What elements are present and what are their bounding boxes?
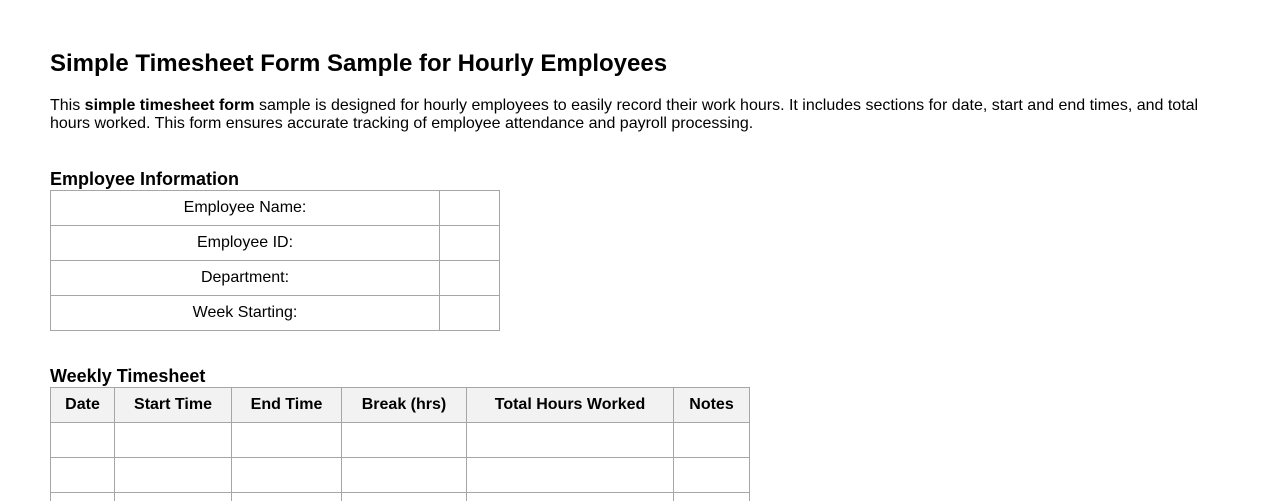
timesheet-header-row [51, 388, 750, 423]
employee-name-row [51, 191, 500, 226]
notes-cell[interactable] [674, 423, 750, 458]
intro-text-end: sample is designed for hourly employees to easily record their work hours. It includes sections for date, start and end times, and total hours worked. This form ensures accurate tracking of employee attendance and payroll processing. [50, 97, 1199, 132]
page-title: Simple Timesheet Form Sample for Hourly Employees [50, 50, 668, 77]
department-label: Department: [51, 261, 440, 296]
notes-cell[interactable] [674, 458, 750, 493]
total-hours-cell[interactable] [467, 493, 674, 501]
employee-info-table [50, 190, 500, 331]
weekly-timesheet-heading: Weekly Timesheet [50, 366, 206, 386]
employee-name-label: Employee Name: [51, 191, 440, 226]
table-row [51, 423, 750, 458]
column-header-notes: Notes [674, 388, 750, 423]
employee-id-field[interactable] [440, 226, 500, 261]
date-cell[interactable] [51, 423, 115, 458]
week-starting-label: Week Starting: [51, 296, 440, 331]
end-time-cell[interactable] [232, 458, 342, 493]
column-header-end-time: End Time [232, 388, 342, 423]
employee-id-row [51, 226, 500, 261]
total-hours-cell[interactable] [467, 423, 674, 458]
column-header-total-hours: Total Hours Worked [467, 388, 674, 423]
end-time-cell[interactable] [232, 423, 342, 458]
column-header-start-time: Start Time [115, 388, 232, 423]
date-cell[interactable] [51, 493, 115, 501]
break-cell[interactable] [342, 423, 467, 458]
employee-info-heading: Employee Information [50, 169, 240, 189]
department-row [51, 261, 500, 296]
column-header-date: Date [51, 388, 115, 423]
date-cell[interactable] [51, 458, 115, 493]
start-time-cell[interactable] [115, 423, 232, 458]
weekly-timesheet-table [50, 387, 750, 501]
employee-name-field[interactable] [440, 191, 500, 226]
department-field[interactable] [440, 261, 500, 296]
intro-bold-phrase: simple timesheet form [84, 97, 255, 114]
table-row [51, 493, 750, 501]
intro-paragraph [50, 97, 1220, 133]
break-cell[interactable] [342, 493, 467, 501]
notes-cell[interactable] [674, 493, 750, 501]
total-hours-cell[interactable] [467, 458, 674, 493]
week-starting-field[interactable] [440, 296, 500, 331]
column-header-break: Break (hrs) [342, 388, 467, 423]
employee-id-label: Employee ID: [51, 226, 440, 261]
table-row [51, 458, 750, 493]
start-time-cell[interactable] [115, 458, 232, 493]
end-time-cell[interactable] [232, 493, 342, 501]
intro-text-start: This [50, 97, 85, 114]
week-starting-row [51, 296, 500, 331]
start-time-cell[interactable] [115, 493, 232, 501]
break-cell[interactable] [342, 458, 467, 493]
